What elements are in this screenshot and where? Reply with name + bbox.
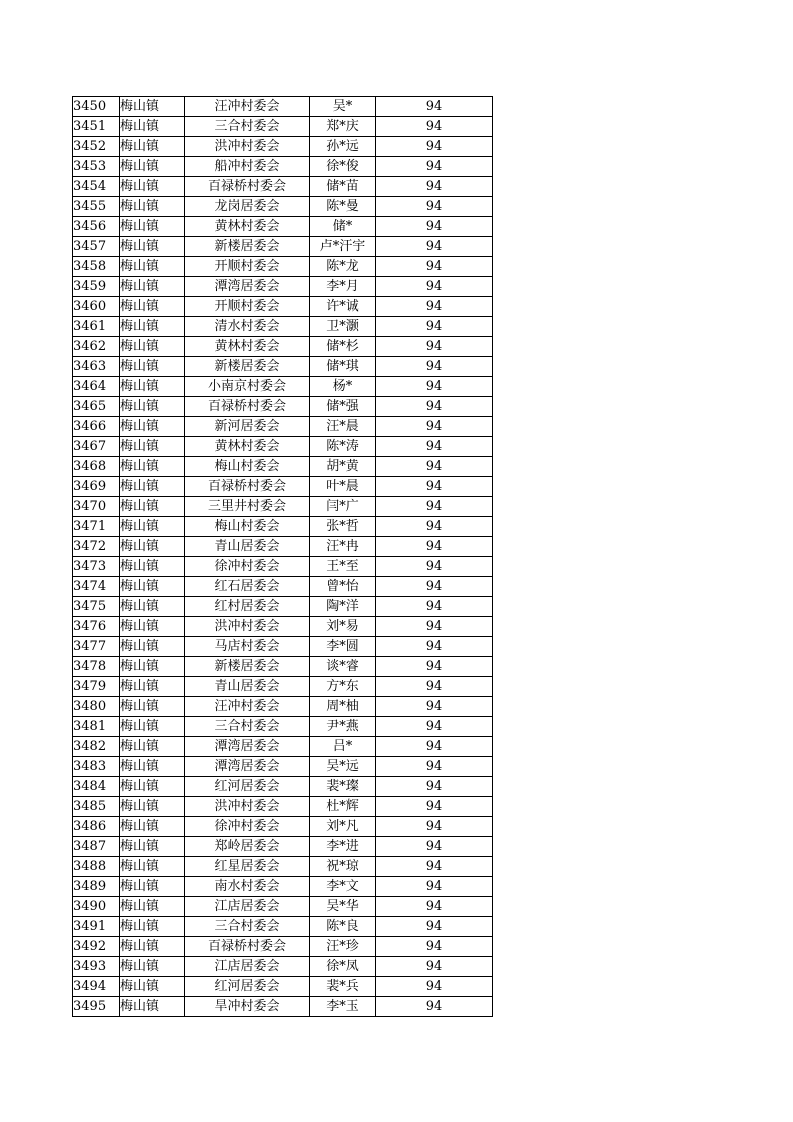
table-row (73, 537, 493, 557)
village-cell: 百禄桥村委会 (185, 477, 310, 497)
score-cell: 94 (376, 477, 493, 497)
row-number: 3468 (73, 457, 120, 477)
name-cell: 徐*俊 (310, 157, 376, 177)
name-cell: 刘*易 (310, 617, 376, 637)
village-cell: 旱冲村委会 (185, 997, 310, 1017)
village-cell: 红河居委会 (185, 977, 310, 997)
results-table-body (73, 97, 493, 1017)
town-cell: 梅山镇 (120, 277, 185, 297)
name-cell: 孙*远 (310, 137, 376, 157)
table-row (73, 937, 493, 957)
town-cell: 梅山镇 (120, 557, 185, 577)
name-cell: 徐*凤 (310, 957, 376, 977)
town-cell: 梅山镇 (120, 637, 185, 657)
score-cell: 94 (376, 377, 493, 397)
village-cell: 三里井村委会 (185, 497, 310, 517)
row-number: 3463 (73, 357, 120, 377)
village-cell: 百禄桥村委会 (185, 177, 310, 197)
row-number: 3469 (73, 477, 120, 497)
row-number: 3485 (73, 797, 120, 817)
table-row (73, 517, 493, 537)
village-cell: 潭湾居委会 (185, 277, 310, 297)
score-cell: 94 (376, 957, 493, 977)
table-row (73, 97, 493, 117)
name-cell: 陈*龙 (310, 257, 376, 277)
village-cell: 红星居委会 (185, 857, 310, 877)
table-row (73, 657, 493, 677)
town-cell: 梅山镇 (120, 217, 185, 237)
name-cell: 郑*庆 (310, 117, 376, 137)
town-cell: 梅山镇 (120, 917, 185, 937)
name-cell: 张*哲 (310, 517, 376, 537)
town-cell: 梅山镇 (120, 477, 185, 497)
score-cell: 94 (376, 137, 493, 157)
row-number: 3478 (73, 657, 120, 677)
table-row (73, 297, 493, 317)
village-cell: 新楼居委会 (185, 357, 310, 377)
village-cell: 清水村委会 (185, 317, 310, 337)
table-row (73, 597, 493, 617)
score-cell: 94 (376, 557, 493, 577)
village-cell: 新楼居委会 (185, 237, 310, 257)
table-row (73, 397, 493, 417)
town-cell: 梅山镇 (120, 737, 185, 757)
village-cell: 红石居委会 (185, 577, 310, 597)
score-cell: 94 (376, 157, 493, 177)
score-cell: 94 (376, 237, 493, 257)
row-number: 3481 (73, 717, 120, 737)
score-cell: 94 (376, 277, 493, 297)
village-cell: 百禄桥村委会 (185, 937, 310, 957)
village-cell: 百禄桥村委会 (185, 397, 310, 417)
table-row (73, 217, 493, 237)
name-cell: 储*强 (310, 397, 376, 417)
town-cell: 梅山镇 (120, 297, 185, 317)
row-number: 3492 (73, 937, 120, 957)
row-number: 3453 (73, 157, 120, 177)
table-row (73, 877, 493, 897)
town-cell: 梅山镇 (120, 457, 185, 477)
results-table (72, 96, 493, 1017)
village-cell: 潭湾居委会 (185, 757, 310, 777)
name-cell: 闫*广 (310, 497, 376, 517)
village-cell: 黄林村委会 (185, 337, 310, 357)
row-number: 3452 (73, 137, 120, 157)
score-cell: 94 (376, 337, 493, 357)
name-cell: 杨* (310, 377, 376, 397)
row-number: 3482 (73, 737, 120, 757)
town-cell: 梅山镇 (120, 117, 185, 137)
score-cell: 94 (376, 577, 493, 597)
row-number: 3472 (73, 537, 120, 557)
score-cell: 94 (376, 317, 493, 337)
village-cell: 梅山村委会 (185, 517, 310, 537)
name-cell: 吕* (310, 737, 376, 757)
name-cell: 卫*灏 (310, 317, 376, 337)
village-cell: 洪冲村委会 (185, 797, 310, 817)
town-cell: 梅山镇 (120, 317, 185, 337)
score-cell: 94 (376, 737, 493, 757)
row-number: 3483 (73, 757, 120, 777)
name-cell: 陈*涛 (310, 437, 376, 457)
row-number: 3464 (73, 377, 120, 397)
table-row (73, 157, 493, 177)
score-cell: 94 (376, 97, 493, 117)
village-cell: 郑岭居委会 (185, 837, 310, 857)
name-cell: 吴*远 (310, 757, 376, 777)
score-cell: 94 (376, 637, 493, 657)
score-cell: 94 (376, 937, 493, 957)
score-cell: 94 (376, 497, 493, 517)
village-cell: 红河居委会 (185, 777, 310, 797)
table-row (73, 637, 493, 657)
village-cell: 徐冲村委会 (185, 817, 310, 837)
score-cell: 94 (376, 597, 493, 617)
village-cell: 青山居委会 (185, 537, 310, 557)
name-cell: 吴*华 (310, 897, 376, 917)
table-row (73, 917, 493, 937)
score-cell: 94 (376, 177, 493, 197)
score-cell: 94 (376, 797, 493, 817)
score-cell: 94 (376, 877, 493, 897)
table-row (73, 857, 493, 877)
town-cell: 梅山镇 (120, 177, 185, 197)
score-cell: 94 (376, 657, 493, 677)
town-cell: 梅山镇 (120, 657, 185, 677)
name-cell: 汪*晨 (310, 417, 376, 437)
score-cell: 94 (376, 197, 493, 217)
town-cell: 梅山镇 (120, 237, 185, 257)
town-cell: 梅山镇 (120, 897, 185, 917)
name-cell: 裴*兵 (310, 977, 376, 997)
table-row (73, 257, 493, 277)
village-cell: 江店居委会 (185, 957, 310, 977)
town-cell: 梅山镇 (120, 197, 185, 217)
town-cell: 梅山镇 (120, 697, 185, 717)
score-cell: 94 (376, 777, 493, 797)
name-cell: 陶*洋 (310, 597, 376, 617)
town-cell: 梅山镇 (120, 377, 185, 397)
village-cell: 江店居委会 (185, 897, 310, 917)
row-number: 3460 (73, 297, 120, 317)
name-cell: 胡*黄 (310, 457, 376, 477)
table-row (73, 777, 493, 797)
row-number: 3480 (73, 697, 120, 717)
score-cell: 94 (376, 117, 493, 137)
score-cell: 94 (376, 697, 493, 717)
town-cell: 梅山镇 (120, 957, 185, 977)
village-cell: 洪冲村委会 (185, 137, 310, 157)
name-cell: 汪*冉 (310, 537, 376, 557)
name-cell: 曾*怡 (310, 577, 376, 597)
town-cell: 梅山镇 (120, 257, 185, 277)
score-cell: 94 (376, 537, 493, 557)
row-number: 3491 (73, 917, 120, 937)
town-cell: 梅山镇 (120, 97, 185, 117)
town-cell: 梅山镇 (120, 997, 185, 1017)
village-cell: 三合村委会 (185, 717, 310, 737)
row-number: 3490 (73, 897, 120, 917)
village-cell: 黄林村委会 (185, 437, 310, 457)
row-number: 3450 (73, 97, 120, 117)
name-cell: 尹*燕 (310, 717, 376, 737)
name-cell: 方*东 (310, 677, 376, 697)
score-cell: 94 (376, 677, 493, 697)
table-row (73, 557, 493, 577)
row-number: 3479 (73, 677, 120, 697)
table-row (73, 577, 493, 597)
row-number: 3465 (73, 397, 120, 417)
table-row (73, 797, 493, 817)
row-number: 3489 (73, 877, 120, 897)
town-cell: 梅山镇 (120, 837, 185, 857)
score-cell: 94 (376, 757, 493, 777)
row-number: 3458 (73, 257, 120, 277)
table-row (73, 337, 493, 357)
name-cell: 储*苗 (310, 177, 376, 197)
town-cell: 梅山镇 (120, 877, 185, 897)
name-cell: 王*至 (310, 557, 376, 577)
name-cell: 吴* (310, 97, 376, 117)
village-cell: 梅山村委会 (185, 457, 310, 477)
name-cell: 刘*凡 (310, 817, 376, 837)
village-cell: 汪冲村委会 (185, 697, 310, 717)
score-cell: 94 (376, 437, 493, 457)
town-cell: 梅山镇 (120, 337, 185, 357)
town-cell: 梅山镇 (120, 397, 185, 417)
table-row (73, 717, 493, 737)
town-cell: 梅山镇 (120, 717, 185, 737)
row-number: 3466 (73, 417, 120, 437)
village-cell: 南水村委会 (185, 877, 310, 897)
row-number: 3461 (73, 317, 120, 337)
row-number: 3474 (73, 577, 120, 597)
row-number: 3471 (73, 517, 120, 537)
name-cell: 李*圆 (310, 637, 376, 657)
village-cell: 新楼居委会 (185, 657, 310, 677)
row-number: 3488 (73, 857, 120, 877)
town-cell: 梅山镇 (120, 577, 185, 597)
town-cell: 梅山镇 (120, 937, 185, 957)
village-cell: 小南京村委会 (185, 377, 310, 397)
village-cell: 开顺村委会 (185, 257, 310, 277)
score-cell: 94 (376, 837, 493, 857)
table-row (73, 817, 493, 837)
town-cell: 梅山镇 (120, 597, 185, 617)
village-cell: 新河居委会 (185, 417, 310, 437)
village-cell: 马店村委会 (185, 637, 310, 657)
table-row (73, 997, 493, 1017)
row-number: 3462 (73, 337, 120, 357)
row-number: 3459 (73, 277, 120, 297)
score-cell: 94 (376, 997, 493, 1017)
table-row (73, 677, 493, 697)
town-cell: 梅山镇 (120, 437, 185, 457)
table-row (73, 737, 493, 757)
name-cell: 李*进 (310, 837, 376, 857)
name-cell: 许*诚 (310, 297, 376, 317)
table-row (73, 277, 493, 297)
table-row (73, 437, 493, 457)
town-cell: 梅山镇 (120, 857, 185, 877)
town-cell: 梅山镇 (120, 617, 185, 637)
table-row (73, 177, 493, 197)
name-cell: 李*月 (310, 277, 376, 297)
score-cell: 94 (376, 717, 493, 737)
town-cell: 梅山镇 (120, 537, 185, 557)
town-cell: 梅山镇 (120, 157, 185, 177)
table-row (73, 897, 493, 917)
score-cell: 94 (376, 917, 493, 937)
village-cell: 潭湾居委会 (185, 737, 310, 757)
score-cell: 94 (376, 857, 493, 877)
village-cell: 龙岗居委会 (185, 197, 310, 217)
name-cell: 汪*珍 (310, 937, 376, 957)
row-number: 3456 (73, 217, 120, 237)
village-cell: 黄林村委会 (185, 217, 310, 237)
village-cell: 汪冲村委会 (185, 97, 310, 117)
row-number: 3477 (73, 637, 120, 657)
name-cell: 叶*晨 (310, 477, 376, 497)
village-cell: 青山居委会 (185, 677, 310, 697)
table-row (73, 137, 493, 157)
table-row (73, 957, 493, 977)
town-cell: 梅山镇 (120, 777, 185, 797)
table-row (73, 477, 493, 497)
name-cell: 谈*睿 (310, 657, 376, 677)
village-cell: 开顺村委会 (185, 297, 310, 317)
row-number: 3473 (73, 557, 120, 577)
town-cell: 梅山镇 (120, 517, 185, 537)
score-cell: 94 (376, 977, 493, 997)
table-row (73, 457, 493, 477)
name-cell: 储*琪 (310, 357, 376, 377)
row-number: 3451 (73, 117, 120, 137)
name-cell: 李*文 (310, 877, 376, 897)
row-number: 3484 (73, 777, 120, 797)
score-cell: 94 (376, 897, 493, 917)
score-cell: 94 (376, 817, 493, 837)
row-number: 3493 (73, 957, 120, 977)
row-number: 3454 (73, 177, 120, 197)
row-number: 3467 (73, 437, 120, 457)
table-row (73, 357, 493, 377)
table-row (73, 617, 493, 637)
row-number: 3486 (73, 817, 120, 837)
score-cell: 94 (376, 217, 493, 237)
row-number: 3455 (73, 197, 120, 217)
name-cell: 储*杉 (310, 337, 376, 357)
table-row (73, 237, 493, 257)
table-row (73, 117, 493, 137)
town-cell: 梅山镇 (120, 677, 185, 697)
score-cell: 94 (376, 617, 493, 637)
town-cell: 梅山镇 (120, 417, 185, 437)
score-cell: 94 (376, 397, 493, 417)
name-cell: 周*柚 (310, 697, 376, 717)
name-cell: 陈*曼 (310, 197, 376, 217)
village-cell: 船冲村委会 (185, 157, 310, 177)
score-cell: 94 (376, 457, 493, 477)
score-cell: 94 (376, 297, 493, 317)
table-row (73, 377, 493, 397)
table-row (73, 757, 493, 777)
village-cell: 三合村委会 (185, 117, 310, 137)
name-cell: 李*玉 (310, 997, 376, 1017)
table-row (73, 497, 493, 517)
table-row (73, 417, 493, 437)
village-cell: 三合村委会 (185, 917, 310, 937)
row-number: 3475 (73, 597, 120, 617)
name-cell: 卢*汗宇 (310, 237, 376, 257)
town-cell: 梅山镇 (120, 357, 185, 377)
town-cell: 梅山镇 (120, 797, 185, 817)
town-cell: 梅山镇 (120, 757, 185, 777)
score-cell: 94 (376, 357, 493, 377)
score-cell: 94 (376, 257, 493, 277)
score-cell: 94 (376, 417, 493, 437)
table-row (73, 837, 493, 857)
table-row (73, 697, 493, 717)
row-number: 3495 (73, 997, 120, 1017)
name-cell: 陈*良 (310, 917, 376, 937)
name-cell: 祝*琼 (310, 857, 376, 877)
row-number: 3476 (73, 617, 120, 637)
table-row (73, 317, 493, 337)
town-cell: 梅山镇 (120, 137, 185, 157)
name-cell: 杜*辉 (310, 797, 376, 817)
town-cell: 梅山镇 (120, 817, 185, 837)
row-number: 3494 (73, 977, 120, 997)
town-cell: 梅山镇 (120, 977, 185, 997)
row-number: 3470 (73, 497, 120, 517)
village-cell: 红村居委会 (185, 597, 310, 617)
row-number: 3487 (73, 837, 120, 857)
row-number: 3457 (73, 237, 120, 257)
name-cell: 储* (310, 217, 376, 237)
name-cell: 裴*璨 (310, 777, 376, 797)
village-cell: 洪冲村委会 (185, 617, 310, 637)
score-cell: 94 (376, 517, 493, 537)
table-row (73, 977, 493, 997)
table-row (73, 197, 493, 217)
town-cell: 梅山镇 (120, 497, 185, 517)
village-cell: 徐冲村委会 (185, 557, 310, 577)
